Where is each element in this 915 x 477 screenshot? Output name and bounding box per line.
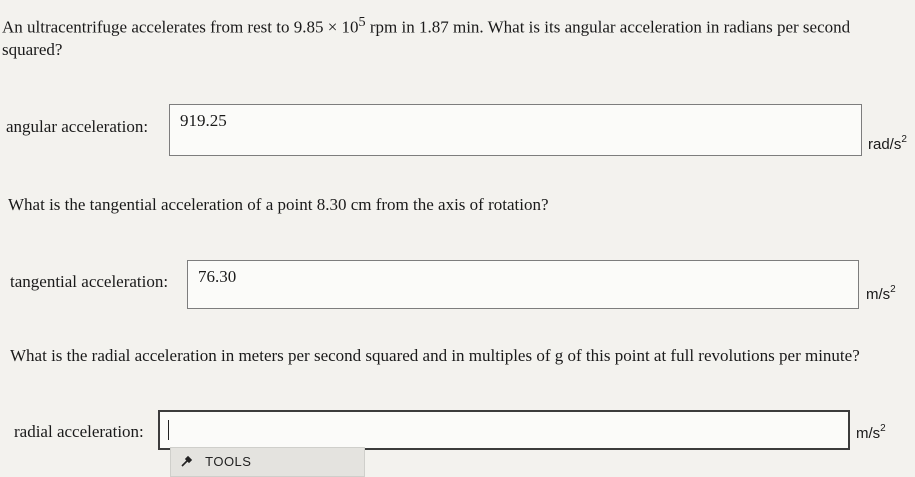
tangential-acceleration-label: tangential acceleration: [10,272,169,291]
radial-acceleration-input[interactable] [158,410,850,450]
exponent: 5 [358,14,366,30]
question-text: An ultracentrifuge accelerates from rest to 9.85 [2,17,324,37]
angular-acceleration-input[interactable] [169,104,862,156]
question-radial: What is the radial acceleration in meters per second squared and in multiples of g of this point at full revolutions per minute? [10,346,860,365]
unit-base: m/s [856,425,881,442]
tangential-acceleration-value: 76.30 [198,267,237,286]
times-symbol: × [327,17,338,37]
question-text-cont: rpm in 1.87 min. What is its angular acceleration in radians per second squared? [2,17,851,59]
angular-acceleration-label: angular acceleration: [6,117,149,136]
tools-label: TOOLS [205,454,252,469]
unit-base: m/s [866,286,891,303]
unit-exp: 2 [901,134,907,145]
unit-base: rad/s [868,136,902,153]
angular-acceleration-value: 919.25 [180,111,227,130]
radial-unit [856,423,886,442]
tangential-unit [866,284,896,303]
unit-exp: 2 [880,423,886,434]
tangential-acceleration-input[interactable] [187,260,859,309]
wrench-icon [181,454,197,469]
angular-unit [868,134,907,153]
question-tangential: What is the tangential acceleration of a point 8.30 cm from the axis of rotation? [8,195,549,214]
radial-acceleration-label: radial acceleration: [14,422,144,441]
exponent-base: 10 [341,17,359,37]
question-angular [2,11,882,61]
text-cursor [168,420,169,440]
unit-exp: 2 [890,284,896,295]
tools-button[interactable] [170,447,365,477]
